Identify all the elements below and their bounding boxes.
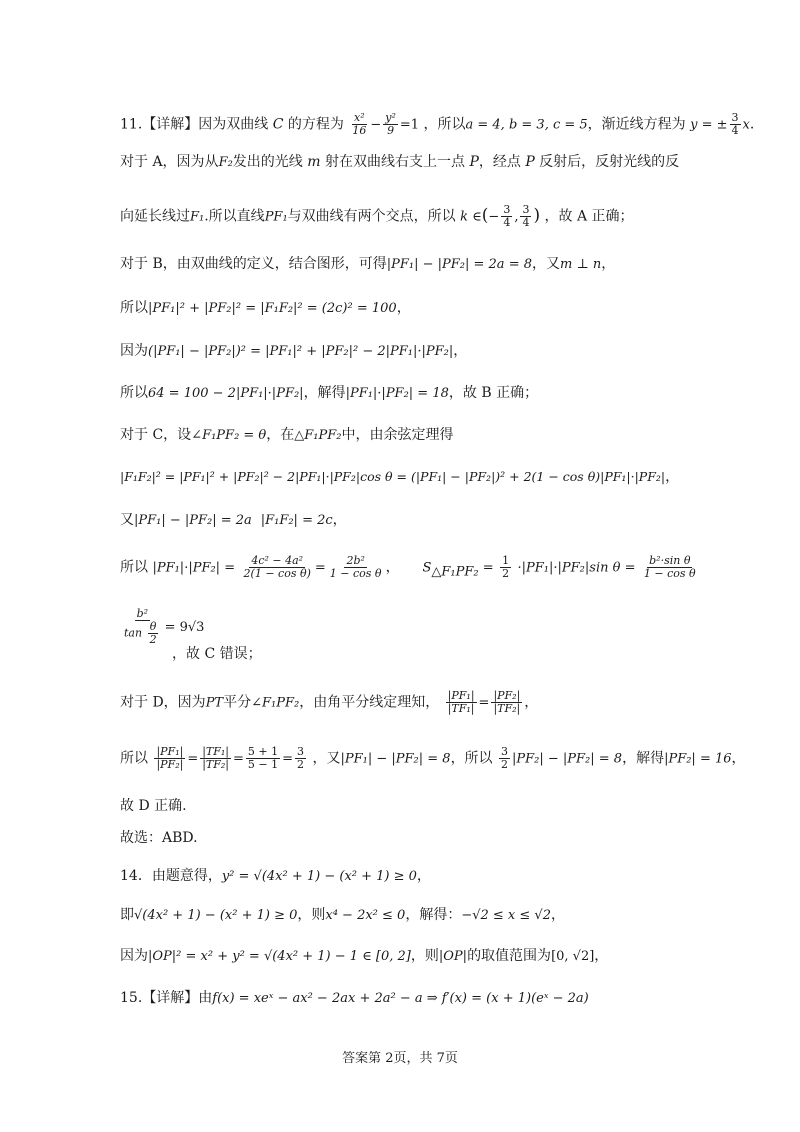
equation: y = ± (690, 117, 728, 133)
equation: |PF₁|·|PF₂| = 18 (345, 386, 449, 401)
text: 中，由余弦定理得 (341, 427, 454, 443)
equation: ∠F₁PF₂ = θ (191, 428, 267, 443)
equation: √(4x² + 1) − (x² + 1) ≥ 0 (134, 908, 298, 923)
solution-11-line-5 (120, 300, 411, 317)
text: 所以 (120, 559, 148, 576)
text: P (525, 154, 535, 170)
solution-11-line-12 (120, 608, 204, 646)
text: ， (665, 469, 680, 485)
text: 的取值范围为 (467, 948, 552, 964)
equation: |F₁F₂|² = |PF₁|² + |PF₂|² − 2|PF₁|·|PF₂|cos θ = (|PF₁| − |PF₂|)² + 2(1 − cos θ)|PF₁|·|PF₂| (120, 469, 666, 484)
equation: |PF₂| − |PF₂| = 8 (512, 751, 623, 767)
text: ， (416, 868, 431, 884)
solution-11-line-10 (120, 512, 347, 529)
text: 因为 (120, 343, 148, 359)
equation: m ⊥ n (560, 257, 602, 272)
equation: |OP| (438, 949, 468, 964)
equation: ·|PF₁|·|PF₂|sin θ = (517, 560, 636, 576)
text: 平分 (223, 694, 252, 711)
text: ， (396, 300, 411, 316)
r2-fraction-4: $\frac{3}{2}$ (297, 745, 305, 772)
k-fraction-1: $\frac{3}{4}$ (503, 203, 511, 230)
text: 15.【详解】由 (120, 990, 213, 1006)
equation: |F₁F₂| = 2c (260, 513, 333, 528)
equation: |PF₁| − |PF₂| = 2a = 8 (386, 257, 532, 272)
solution-11-line-13 (172, 646, 262, 663)
equation: [0, √2] (551, 949, 595, 964)
page-footer: 答案第 2页，共 7页 (342, 1051, 458, 1066)
text: ，解得： (405, 907, 462, 923)
solution-11-line-2 (120, 154, 679, 171)
text: ，渐近线方程为 (587, 116, 686, 133)
text: m (307, 154, 321, 170)
text: 所以 (120, 300, 148, 316)
text: 向延长线过 (120, 208, 190, 225)
equation: |PF₁| − |PF₂| = 2a (134, 513, 252, 528)
text: 故 D 正确. (120, 798, 187, 814)
text: 因为 (120, 948, 148, 964)
equation: |PF₁| − |PF₂| = 8 (340, 751, 451, 767)
text: 对于 A，因为从 (120, 154, 219, 170)
k-fraction-2: $\frac{3}{4}$ (522, 203, 530, 230)
equation: |OP|² = x² + y² = √(4x² + 1) − 1 ∈ [0, 2] (148, 949, 411, 964)
text: ，故 B 正确； (448, 385, 539, 401)
solution-11-line-1: 11.【详解】因为双曲线 C 的方程为 $\frac{\text{x²}}{16}$ − $\frac{\text{y²}}{9}$ =1 ，所以a = 4, b = 3, c = 5，渐近线方程为 y = ± $\frac{3}{4}$ x. (120, 111, 755, 138)
text: 对于 D，因为 (120, 694, 206, 711)
equation: F₁ (190, 209, 205, 225)
equation: (|PF₁| − |PF₂|)² = |PF₁|² + |PF₂|² − 2|PF₁|·|PF₂| (148, 344, 454, 359)
text: 发出的光线 (232, 154, 308, 170)
text: 反射后，反射光线的反 (534, 154, 680, 170)
equation: 64 = 100 − 2|PF₁|·|PF₂| (148, 386, 304, 401)
text: ，所以 (450, 750, 493, 767)
text: ， (332, 512, 347, 528)
asymptote-fraction: $\frac{3}{4}$ (731, 111, 739, 138)
text: ， (453, 343, 468, 359)
equation: S (422, 560, 432, 576)
solution-11-line-16 (120, 798, 187, 815)
text: ，则 (410, 948, 439, 964)
equation: x⁴ − 2x² ≤ 0 (325, 908, 406, 923)
ratio-fraction-2: $\frac{\text{|PF₂|}}{\text{|TF₂|}}$ (493, 689, 521, 716)
text: C (272, 116, 284, 133)
text: ，则 (297, 907, 326, 923)
equation: F₂ (218, 155, 233, 170)
equation: |PF₂| = 16 (664, 751, 732, 767)
equation: ∠F₁PF₂ (251, 695, 300, 711)
solution-11-line-6 (120, 343, 467, 360)
equation: |PF₁|·|PF₂| = (152, 560, 236, 576)
solution-11-line-8 (120, 427, 453, 444)
text: 的方程为 (283, 116, 344, 133)
text: 对于 B，由双曲线的定义，结合图形，可得 (120, 256, 387, 272)
text: ，由角平分线定理知， (299, 694, 440, 711)
solution-11-line-15: 所以 $\frac{\text{|PF₁|}}{\text{|PF₂|}}$ = $\frac{\text{|TF₁|}}{\text{|TF₂|}}$ = $\frac{5 + 1}{5 - 1}$ = $\frac{3}{2}$ ，又|PF₁| − |PF₂| = 8，所以 $\frac{3}{2}$ |PF₂| − |PF₂| = 8，解得|PF₂| = 16， (120, 745, 746, 772)
text: ，所以 (423, 116, 466, 133)
tan-fraction: b² tan $\frac{\theta}{2}$ (124, 607, 157, 647)
product-fraction-2: $\frac{\text{2b²}}{\text{1 − cos θ}}$ (329, 554, 382, 581)
text: 11.【详解】因为双曲线 (120, 116, 273, 133)
equation: PF₁ (264, 209, 288, 225)
equation: = 9√3 (164, 620, 205, 636)
text: 又 (120, 512, 134, 528)
solution-11-line-3: 向延长线过F₁.所以直线PF₁与双曲线有两个交点，所以 k ∈(− $\frac{3}{4}$ , $\frac{3}{4}$ ) ，故 A 正确； (120, 203, 634, 230)
equation: PT (205, 695, 224, 711)
solution-11-line-4 (120, 256, 615, 273)
text: ，又 (532, 256, 560, 272)
hyperbola-fraction-y: $\frac{\text{y²}}{9}$ (385, 111, 396, 138)
text: 对于 C，设 (120, 427, 192, 443)
equation: y² = √(4x² + 1) − (x² + 1) ≥ 0 (221, 869, 417, 884)
area-fraction: $\frac{\text{b²·sin θ}}{\text{1 − cos θ}}$ (643, 554, 696, 581)
text: ，故 A 正确； (544, 208, 634, 225)
text: 所以 (120, 385, 148, 401)
text: ， (731, 750, 746, 767)
solution-14-line-1 (120, 868, 431, 885)
equation: −√2 ≤ x ≤ √2 (461, 908, 551, 923)
product-fraction-1: $\frac{\text{4c² − 4a²}}{\text{2(1 − cos θ)}}$ (243, 554, 311, 581)
solution-11-line-7 (120, 385, 538, 402)
half-fraction: $\frac{3}{2}$ (501, 745, 509, 772)
text: ， (601, 256, 616, 272)
hyperbola-fraction-x: $\frac{\text{x²}}{16}$ (352, 111, 367, 138)
r2-fraction-3: $\frac{5 + 1}{5 - 1}$ (247, 745, 279, 772)
text: 14．由题意得， (120, 868, 222, 884)
solution-11-line-9 (120, 469, 679, 486)
solution-14-line-3 (120, 948, 608, 965)
text: ， (594, 948, 609, 964)
solution-11-line-17 (120, 830, 198, 847)
text: 所以 (120, 750, 148, 767)
solution-11-line-14: 对于 D，因为PT平分∠F₁PF₂，由角平分线定理知， $\frac{\text{|PF₁|}}{\text{|TF₁|}}$ = $\frac{\text{|PF₂|}}{\text{|TF₂|}}$ ， (120, 689, 539, 716)
equation: a = 4, b = 3, c = 5 (465, 117, 588, 133)
text: 射在双曲线右支上一点 (320, 154, 470, 170)
r2-fraction-1: $\frac{\text{|PF₁|}}{\text{|PF₂|}}$ (156, 745, 184, 772)
text: ，经点 (478, 154, 526, 170)
text: ，又 (312, 750, 341, 767)
text: 故选：ABD. (120, 830, 198, 846)
solution-15-line-1 (120, 990, 589, 1007)
text: ， (385, 559, 400, 576)
text: P (469, 154, 479, 170)
ratio-fraction-1: $\frac{\text{|PF₁|}}{\text{|TF₁|}}$ (447, 689, 475, 716)
text: ，解得 (303, 385, 346, 401)
text: ，在 (266, 427, 295, 443)
text: ，解得 (622, 750, 665, 767)
text: ， (550, 907, 565, 923)
text: 与双曲线有两个交点，所以 (287, 208, 456, 225)
solution-14-line-2 (120, 907, 565, 924)
equation: k ∈ (460, 209, 482, 225)
equation: △F₁PF₂ (294, 428, 342, 443)
area-half: $\frac{1}{2}$ (502, 554, 510, 581)
equation: f(x) = xeˣ − ax² − 2ax + 2a² − a ⇒ f′(x) = (x + 1)(eˣ − 2a) (212, 991, 589, 1006)
text: .所以直线 (204, 208, 265, 225)
equation: =1 (399, 117, 420, 133)
r2-fraction-2: $\frac{\text{|TF₁|}}{\text{|TF₂|}}$ (202, 745, 230, 772)
solution-11-line-11: 所以 |PF₁|·|PF₂| = $\frac{\text{4c² − 4a²}}{\text{2(1 − cos θ)}}$ = $\frac{\text{2b²}}{\text{1 − cos θ}}$ ， $S_{\triangle F_1PF_2}$ = $\frac{1}{2}$ ·|PF₁|·|PF₂|sin θ = $\frac{\text{b²·sin θ}}{\text{1 − cos θ}}$ (120, 554, 696, 581)
equation: |PF₁|² + |PF₂|² = |F₁F₂|² = (2c)² = 100 (148, 301, 397, 316)
text: ，故 C 错误； (172, 646, 262, 662)
text: 即 (120, 907, 134, 923)
